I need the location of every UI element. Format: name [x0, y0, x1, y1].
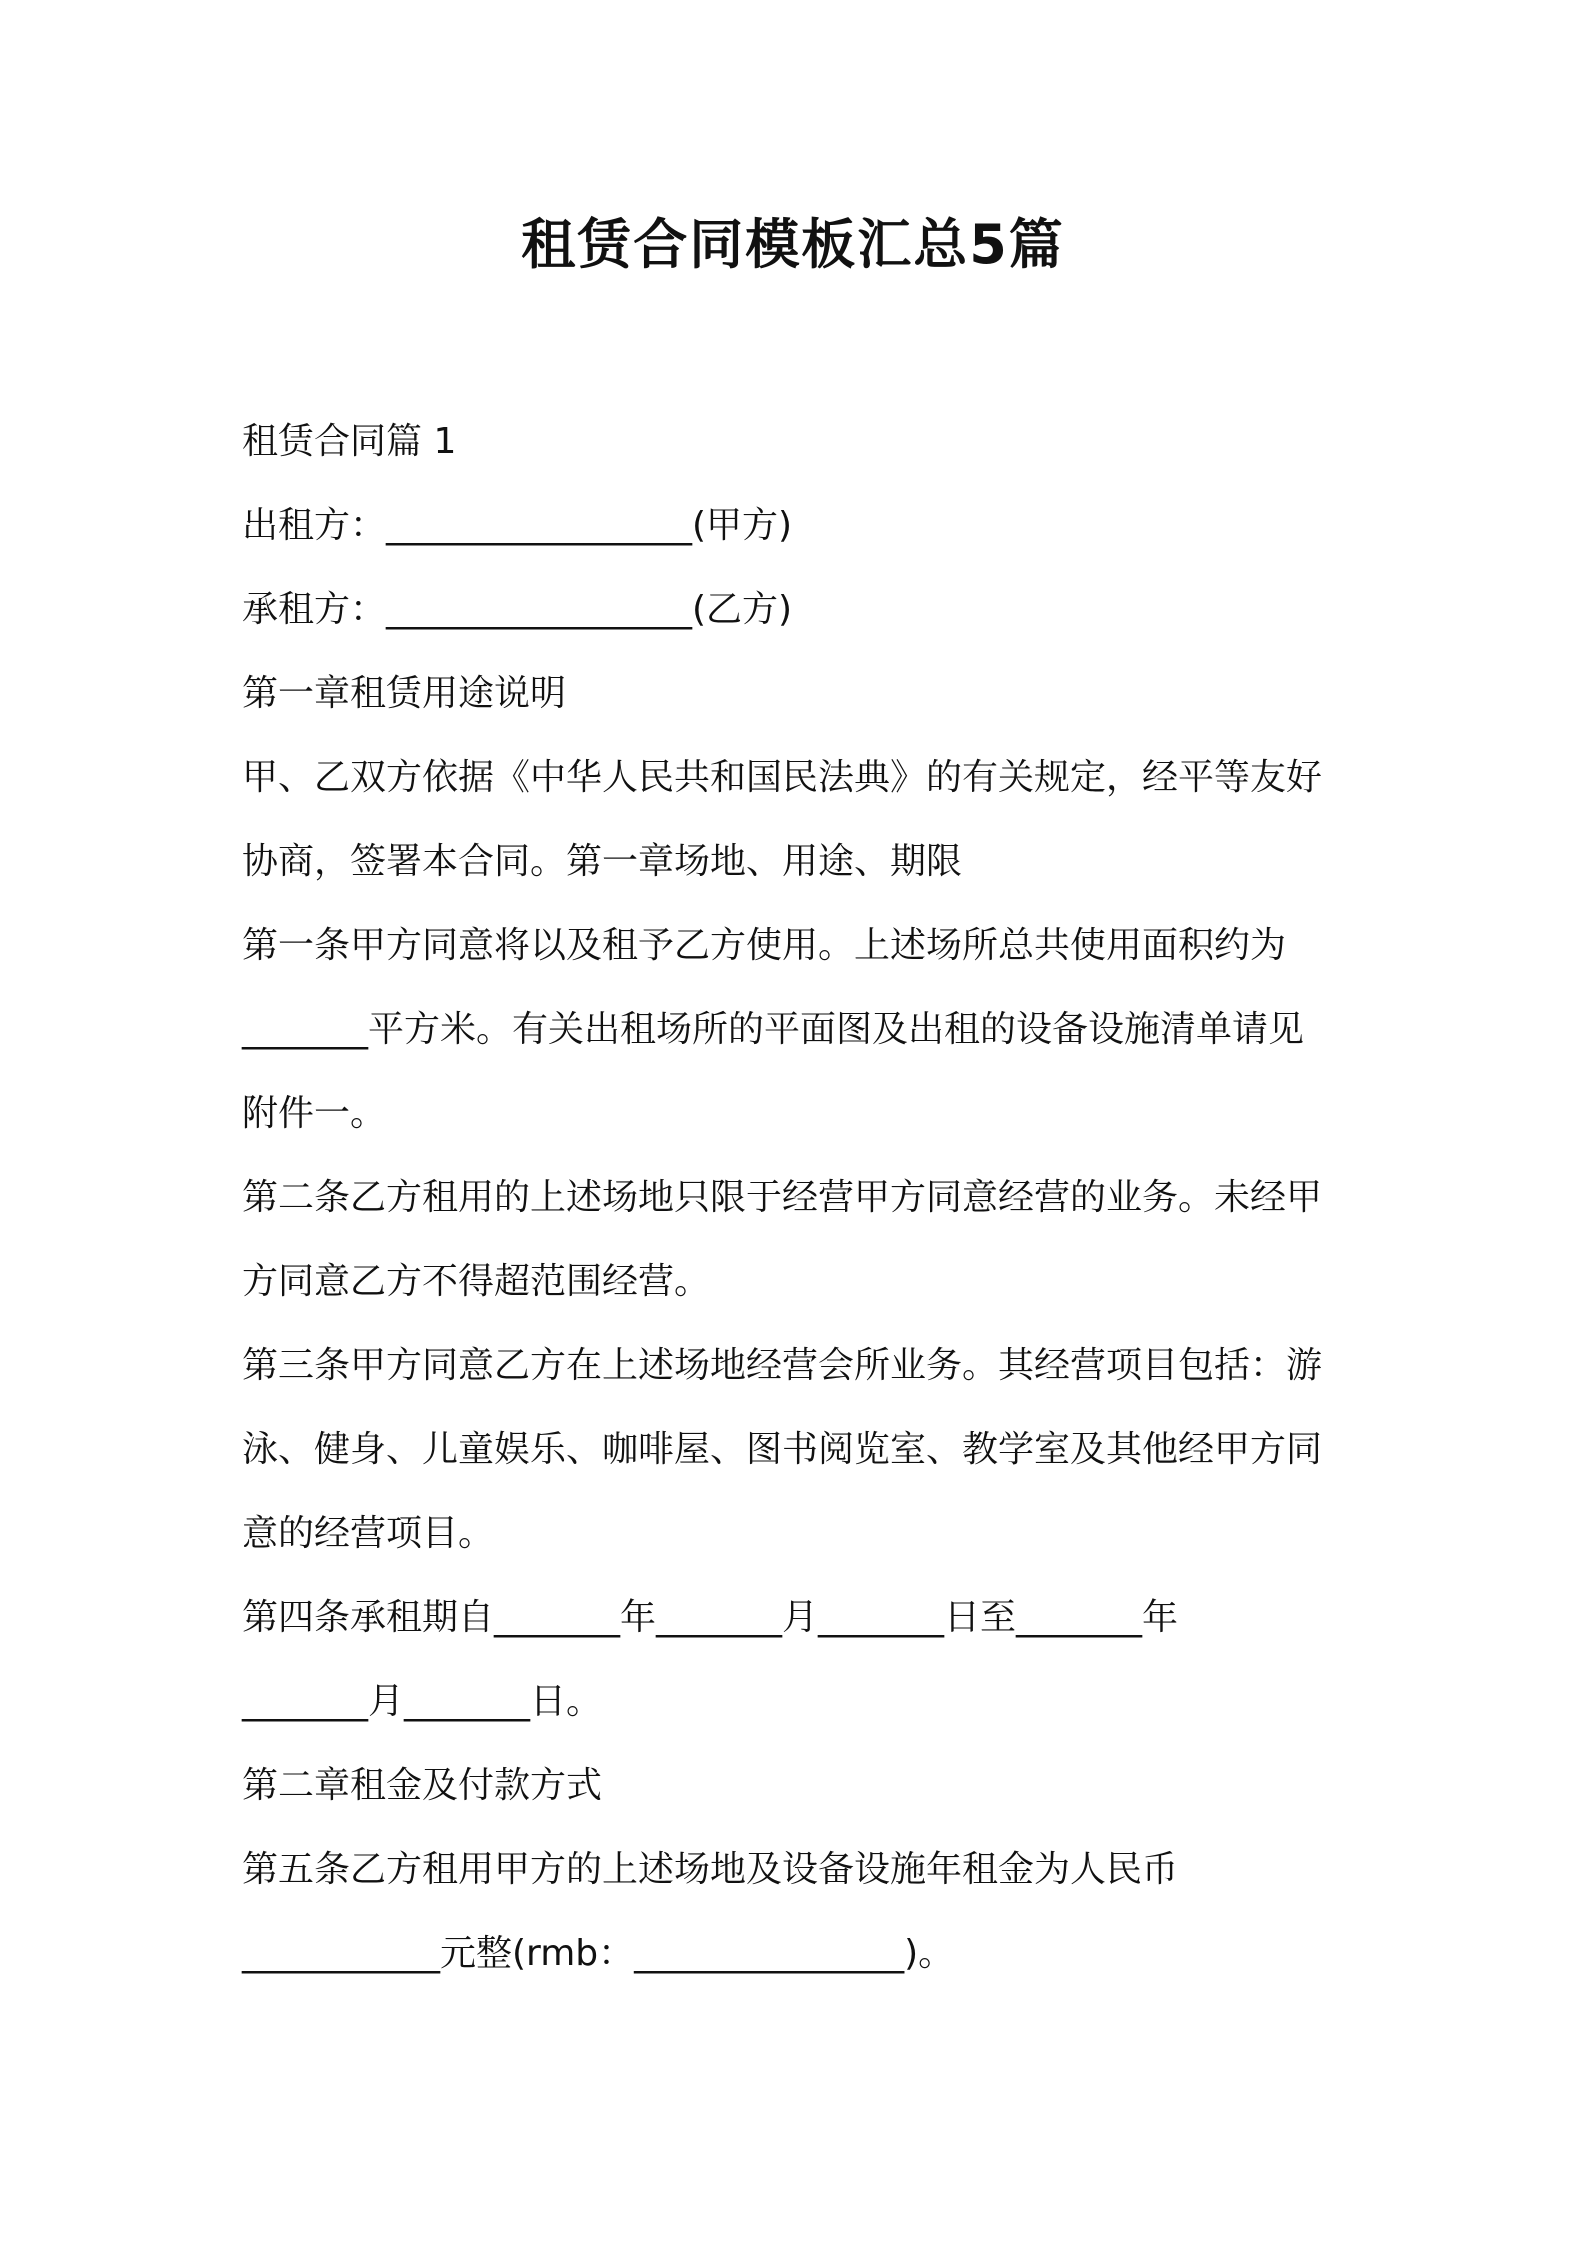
article-line: 第一条甲方同意将以及租予乙方使用。上述场所总共使用面积约为 — [242, 925, 1287, 966]
section-heading: 租赁合同篇 1 — [242, 421, 457, 462]
lessor-field: 出租方：_________________(甲方) — [242, 505, 793, 546]
article-line: 第五条乙方租用甲方的上述场地及设备设施年租金为人民币 — [242, 1849, 1179, 1890]
chapter-heading: 第一章租赁用途说明 — [242, 673, 567, 714]
body-text-line: 泳、健身、儿童娱乐、咖啡屋、图书阅览室、教学室及其他经甲方同 — [242, 1429, 1323, 1470]
body-text-line: _______月_______日。 — [242, 1681, 603, 1722]
body-text-line: 协商，签署本合同。第一章场地、用途、期限 — [242, 841, 963, 882]
lessee-field: 承租方：_________________(乙方) — [242, 589, 793, 630]
body-text-line: 方同意乙方不得超范围经营。 — [242, 1261, 711, 1302]
body-text-line: 甲、乙双方依据《中华人民共和国民法典》的有关规定，经平等友好 — [242, 757, 1323, 798]
document-title: 租赁合同模板汇总5篇 — [521, 213, 1065, 276]
chapter-heading: 第二章租金及付款方式 — [242, 1765, 603, 1806]
article-line: 第四条承租期自_______年_______月_______日至_______年 — [242, 1597, 1179, 1638]
body-text-line: ___________元整(rmb：_______________)。 — [242, 1933, 955, 1974]
body-text-line: 意的经营项目。 — [242, 1513, 495, 1554]
article-line: 第三条甲方同意乙方在上述场地经营会所业务。其经营项目包括：游 — [242, 1345, 1323, 1386]
body-text-line: 附件一。 — [242, 1093, 387, 1134]
document-body — [242, 400, 1354, 1996]
article-line: 第二条乙方租用的上述场地只限于经营甲方同意经营的业务。未经甲 — [242, 1177, 1323, 1218]
body-text-line: _______平方米。有关出租场所的平面图及出租的设备设施清单请见 — [242, 1009, 1305, 1050]
